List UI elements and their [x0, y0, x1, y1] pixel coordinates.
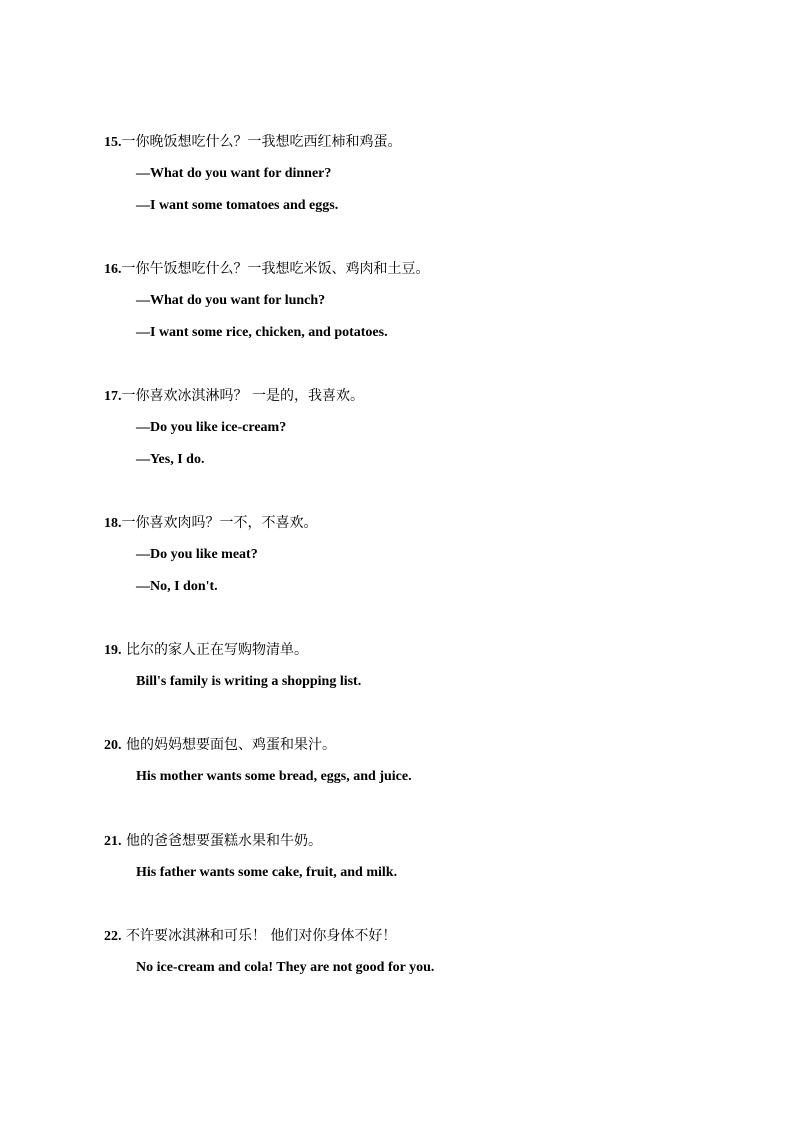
exercise-item-15	[104, 132, 764, 216]
answer-line: —I want some rice, chicken, and potatoes.	[136, 325, 388, 340]
chinese-prompt: 一你午饭想吃什么？一我想吃米饭、鸡肉和土豆。	[121, 261, 430, 277]
item-number: 20.	[104, 738, 122, 753]
exercise-item-16	[104, 259, 764, 343]
answer-line: —Do you like meat?	[136, 547, 258, 562]
answer-line: —Yes, I do.	[136, 452, 205, 467]
answer-line: Bill's family is writing a shopping list.	[136, 674, 362, 689]
answer-line: His father wants some cake, fruit, and milk.	[136, 865, 398, 880]
chinese-prompt: 比尔的家人正在写购物清单。	[121, 642, 308, 658]
item-number: 18.	[104, 516, 122, 531]
question-line	[104, 132, 764, 152]
item-number: 15.	[104, 135, 122, 150]
question-line	[104, 831, 764, 851]
question-line	[104, 513, 764, 533]
answer-line: —I want some tomatoes and eggs.	[136, 198, 339, 213]
item-number: 19.	[104, 643, 122, 658]
item-number: 22.	[104, 929, 122, 944]
chinese-prompt: 他的妈妈想要面包、鸡蛋和果汁。	[121, 737, 336, 753]
exercise-item-19	[104, 640, 764, 692]
exercise-item-22	[104, 926, 764, 978]
answer-line: No ice-cream and cola! They are not good for you.	[136, 960, 435, 975]
chinese-prompt: 一你喜欢冰淇淋吗？ 一是的，我喜欢。	[121, 388, 364, 404]
item-number: 21.	[104, 834, 122, 849]
item-number: 17.	[104, 389, 122, 404]
exercise-item-18	[104, 513, 764, 597]
chinese-prompt: 一你晚饭想吃什么？一我想吃西红柿和鸡蛋。	[121, 134, 402, 150]
answer-line: —What do you want for lunch?	[136, 293, 326, 308]
chinese-prompt: 他的爸爸想要蛋糕水果和牛奶。	[121, 833, 322, 849]
chinese-prompt: 不许要冰淇淋和可乐！ 他们对你身体不好！	[121, 928, 397, 944]
exercise-item-21	[104, 831, 764, 883]
chinese-prompt: 一你喜欢肉吗？一不，不喜欢。	[121, 515, 318, 531]
exercise-item-20	[104, 735, 764, 787]
item-number: 16.	[104, 262, 122, 277]
question-line	[104, 735, 764, 755]
exercise-item-17	[104, 386, 764, 470]
question-line	[104, 926, 764, 946]
answer-line: —What do you want for dinner?	[136, 166, 332, 181]
question-line	[104, 259, 764, 279]
answer-line: —No, I don't.	[136, 579, 218, 594]
question-line	[104, 386, 764, 406]
question-line	[104, 640, 764, 660]
answer-line: His mother wants some bread, eggs, and juice.	[136, 769, 412, 784]
answer-line: —Do you like ice-cream?	[136, 420, 287, 435]
